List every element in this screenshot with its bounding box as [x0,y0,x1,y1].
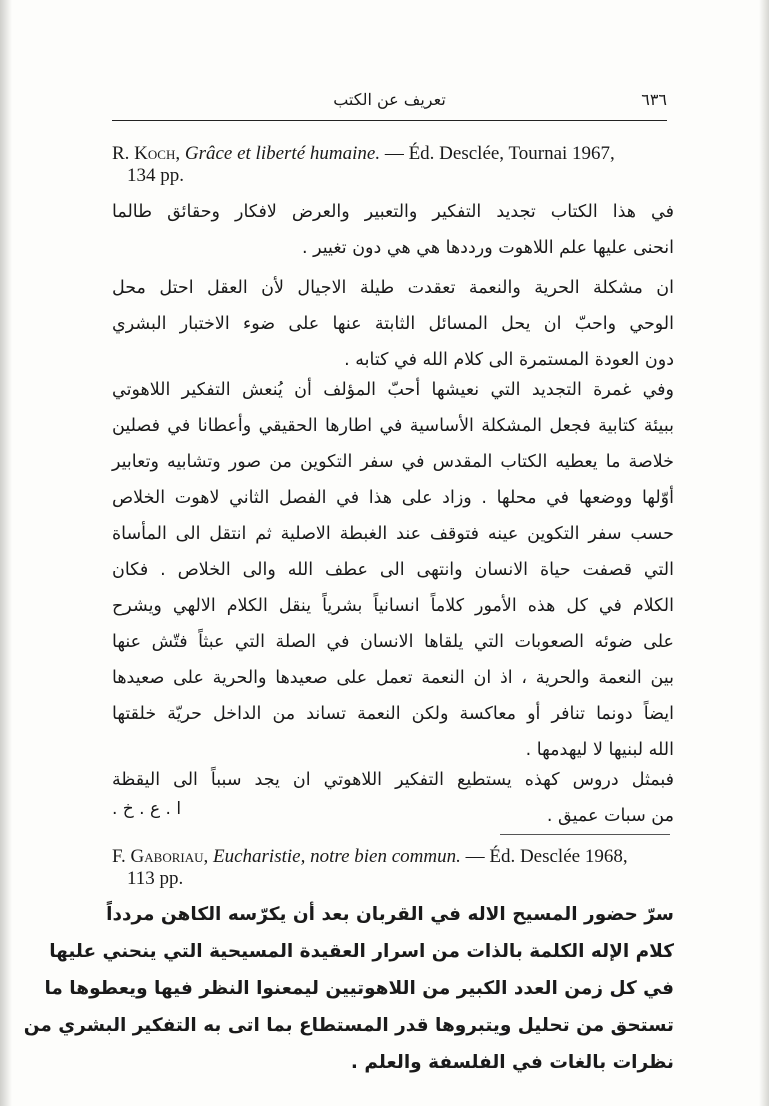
text-line: ببيئة كتابية فجعل المشكلة الأساسية في اطارها الحقيقي وأعطانا في فصلين [112,416,674,436]
review1-paragraph-1 [112,194,674,266]
review2-pages: 113 pp. [127,868,184,889]
review1-signature: ا . ع . خ . [112,799,182,819]
review2-publisher: — Éd. Desclée 1968, [460,846,628,867]
review2-title: Eucharistie, notre bien commun. [213,846,461,867]
text-line: وفي غمرة التجديد التي نعيشها أحبّ المؤلف أن يُنعش التفكير اللاهوتي [112,380,674,400]
review2-paragraph-1 [23,896,674,1081]
text-line: بين النعمة والحرية ، اذ ان النعمة تعمل على صعيدها والحرية على صعيدها [112,668,674,688]
review1-publisher: — Éd. Desclée, Tournai 1967, [380,143,615,164]
text-line: الكلام في كل هذه الأمور كلاماً انسانياً بشرياً ينقل الكلام الالهي ويشرح [112,596,674,616]
text-line: على ضوئه الصعوبات التي يلقاها الانسان في الصلة التي عبثاً فتّش عنها [112,632,674,652]
text-line: كلام الإله الكلمة بالذات من اسرار العقيدة المسيحية التي ينحني عليها [49,941,674,962]
text-line: أوّلها ووضعها في محلها . وزاد على هذا في الفصل الثاني لاهوت الخلاص [112,488,674,508]
scan-edge-left [0,0,12,1106]
text-line: حسب سفر التكوين عينه فتوقف عند الغبطة الاصلية ثم انتقل الى المأساة [112,524,674,544]
review1-title: Grâce et liberté humaine. [184,143,381,164]
page-header [112,90,667,116]
page-number: ٦٣٦ [641,90,667,109]
review1-paragraph-4 [112,762,674,834]
review1-citation: R. Koch, Grâce et liberté humaine. — Éd. Desclée, Tournai 1967, 134 pp. [112,143,672,187]
text-line: في هذا الكتاب تجديد التفكير والتعبير والعرض لافكار وحقائق طالما [112,202,674,222]
text-line: فبمثل دروس كهذه يستطيع التفكير اللاهوتي ان يجد سبباً الى اليقظة [112,770,674,790]
review1-paragraph-3 [112,372,674,768]
text-line: نظرات بالغات في الفلسفة والعلم . [350,1052,674,1073]
text-line: التي قصفت حياة الانسان وانتهى الى عطف الله والى الخلاص . فكان [112,560,674,580]
running-title: تعريف عن الكتب [333,90,446,109]
text-line: انحنى عليها علم اللاهوت ورددها هي هي دون تغيير . [301,238,674,258]
review1-paragraph-2 [112,270,674,378]
review2-author: F. Gaboriau [112,846,204,867]
separator-rule [500,834,670,835]
review1-author: R. Koch [112,143,176,164]
review2-citation: F. Gaboriau, Eucharistie, notre bien commun. — Éd. Desclée 1968, 113 pp. [112,846,672,890]
text-line: سرّ حضور المسيح الاله في القربان بعد أن يكرّسه الكاهن مردداً [106,904,674,925]
text-line: خلاصة ما يعطيه الكتاب المقدس في سفر التكوين من صور وتشابيه وتعابير [112,452,674,472]
text-line: من سبات عميق . [546,806,674,826]
scan-edge-right [759,0,769,1106]
text-line: الوحي واحبّ ان يحل المسائل الثابتة عنها على ضوء الاختبار البشري [112,314,674,334]
text-line: دون العودة المستمرة الى كلام الله في كتابه . [344,350,674,370]
header-rule [112,120,667,121]
text-line: ان مشكلة الحرية والنعمة تعقدت طيلة الاجيال لأن العقل احتل محل [112,278,674,298]
text-line: ايضاً دونما تنافر أو معاكسة ولكن النعمة تساند من الداخل حريّة خلقتها [112,704,674,724]
text-line: تستحق من تحليل ويتبروها قدر المستطاع بما اتى به التفكير البشري من [23,1015,674,1036]
review1-pages: 134 pp. [127,165,184,186]
text-line: في كل زمن العدد الكبير من اللاهوتيين ليمعنوا النظر فيها ويعطوها ما [44,978,674,999]
text-line: الله لبنيها لا ليهدمها . [525,740,674,760]
